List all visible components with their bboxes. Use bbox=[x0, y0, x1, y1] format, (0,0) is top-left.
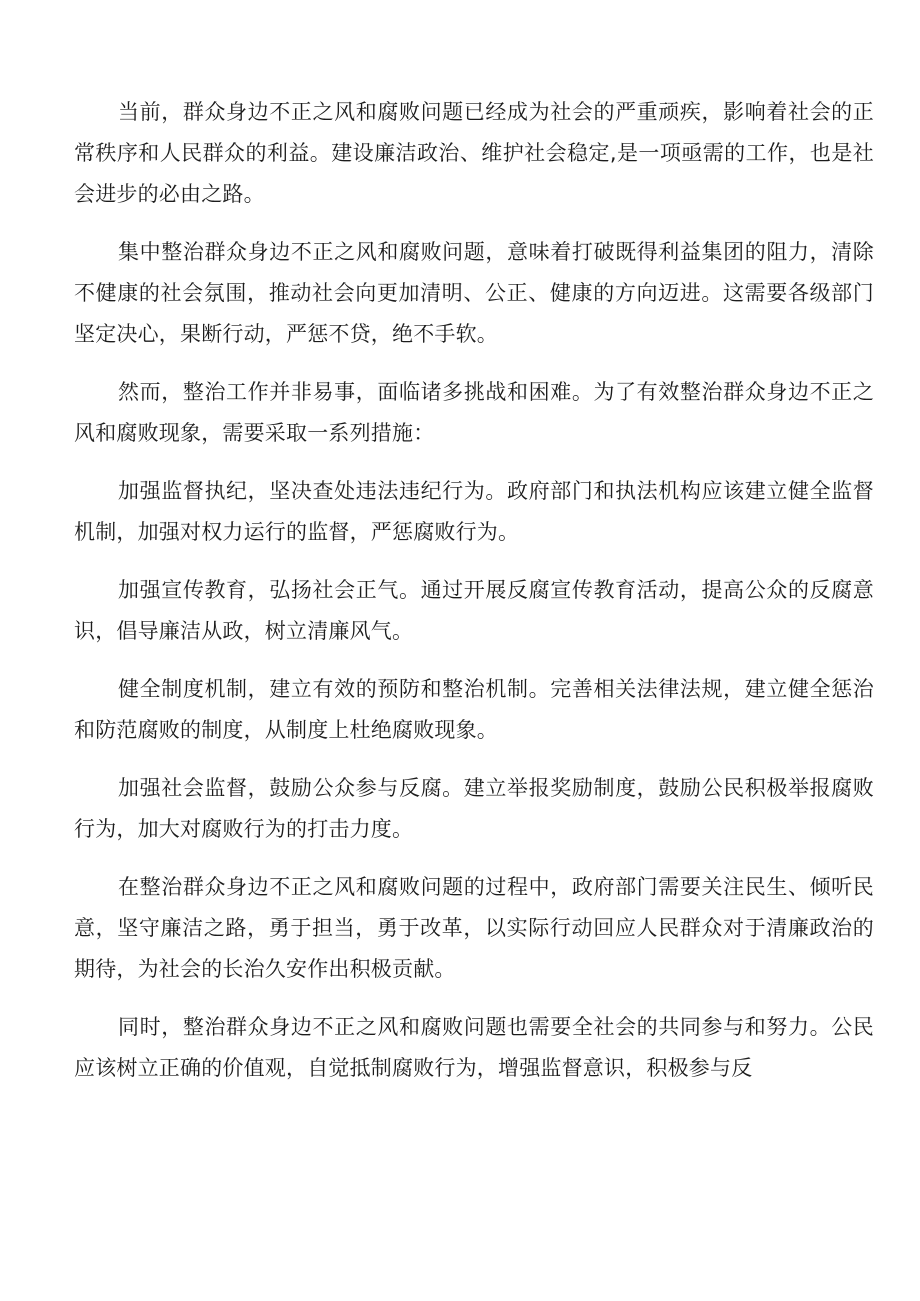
document-body bbox=[74, 92, 874, 1106]
paragraph-9: 同时，整治群众身边不正之风和腐败问题也需要全社会的共同参与和努力。公民应该树立正确的价值观，自觉抵制腐败行为，增强监督意识，积极参与反 bbox=[74, 1015, 874, 1080]
paragraph-3: 然而，整治工作并非易事，面临诸多挑战和困难。为了有效整治群众身边不正之风和腐败现象，需要采取一系列措施： bbox=[74, 380, 874, 445]
paragraph-5: 加强宣传教育，弘扬社会正气。通过开展反腐宣传教育活动，提高公众的反腐意识，倡导廉洁从政，树立清廉风气。 bbox=[74, 578, 874, 643]
paragraph-2: 集中整治群众身边不正之风和腐败问题，意味着打破既得利益集团的阻力，清除不健康的社会氛围，推动社会向更加清明、公正、健康的方向迈进。这需要各级部门坚定决心，果断行动，严惩不贷，绝不手软。 bbox=[74, 240, 874, 346]
paragraph-7: 加强社会监督，鼓励公众参与反腐。建立举报奖励制度，鼓励公民积极举报腐败行为，加大对腐败行为的打击力度。 bbox=[74, 776, 874, 841]
paragraph-6: 健全制度机制，建立有效的预防和整治机制。完善相关法律法规，建立健全惩治和防范腐败的制度，从制度上杜绝腐败现象。 bbox=[74, 677, 874, 742]
paragraph-1: 当前，群众身边不正之风和腐败问题已经成为社会的严重顽疾，影响着社会的正常秩序和人民群众的利益。建设廉洁政治、维护社会稳定,是一项亟需的工作，也是社会进步的必由之路。 bbox=[74, 100, 874, 206]
paragraph-8: 在整治群众身边不正之风和腐败问题的过程中，政府部门需要关注民生、倾听民意，坚守廉洁之路，勇于担当，勇于改革，以实际行动回应人民群众对于清廉政治的期待，为社会的长治久安作出积极贡献。 bbox=[74, 875, 874, 981]
paragraph-4: 加强监督执纪，坚决查处违法违纪行为。政府部门和执法机构应该建立健全监督机制，加强对权力运行的监督，严惩腐败行为。 bbox=[74, 479, 874, 544]
